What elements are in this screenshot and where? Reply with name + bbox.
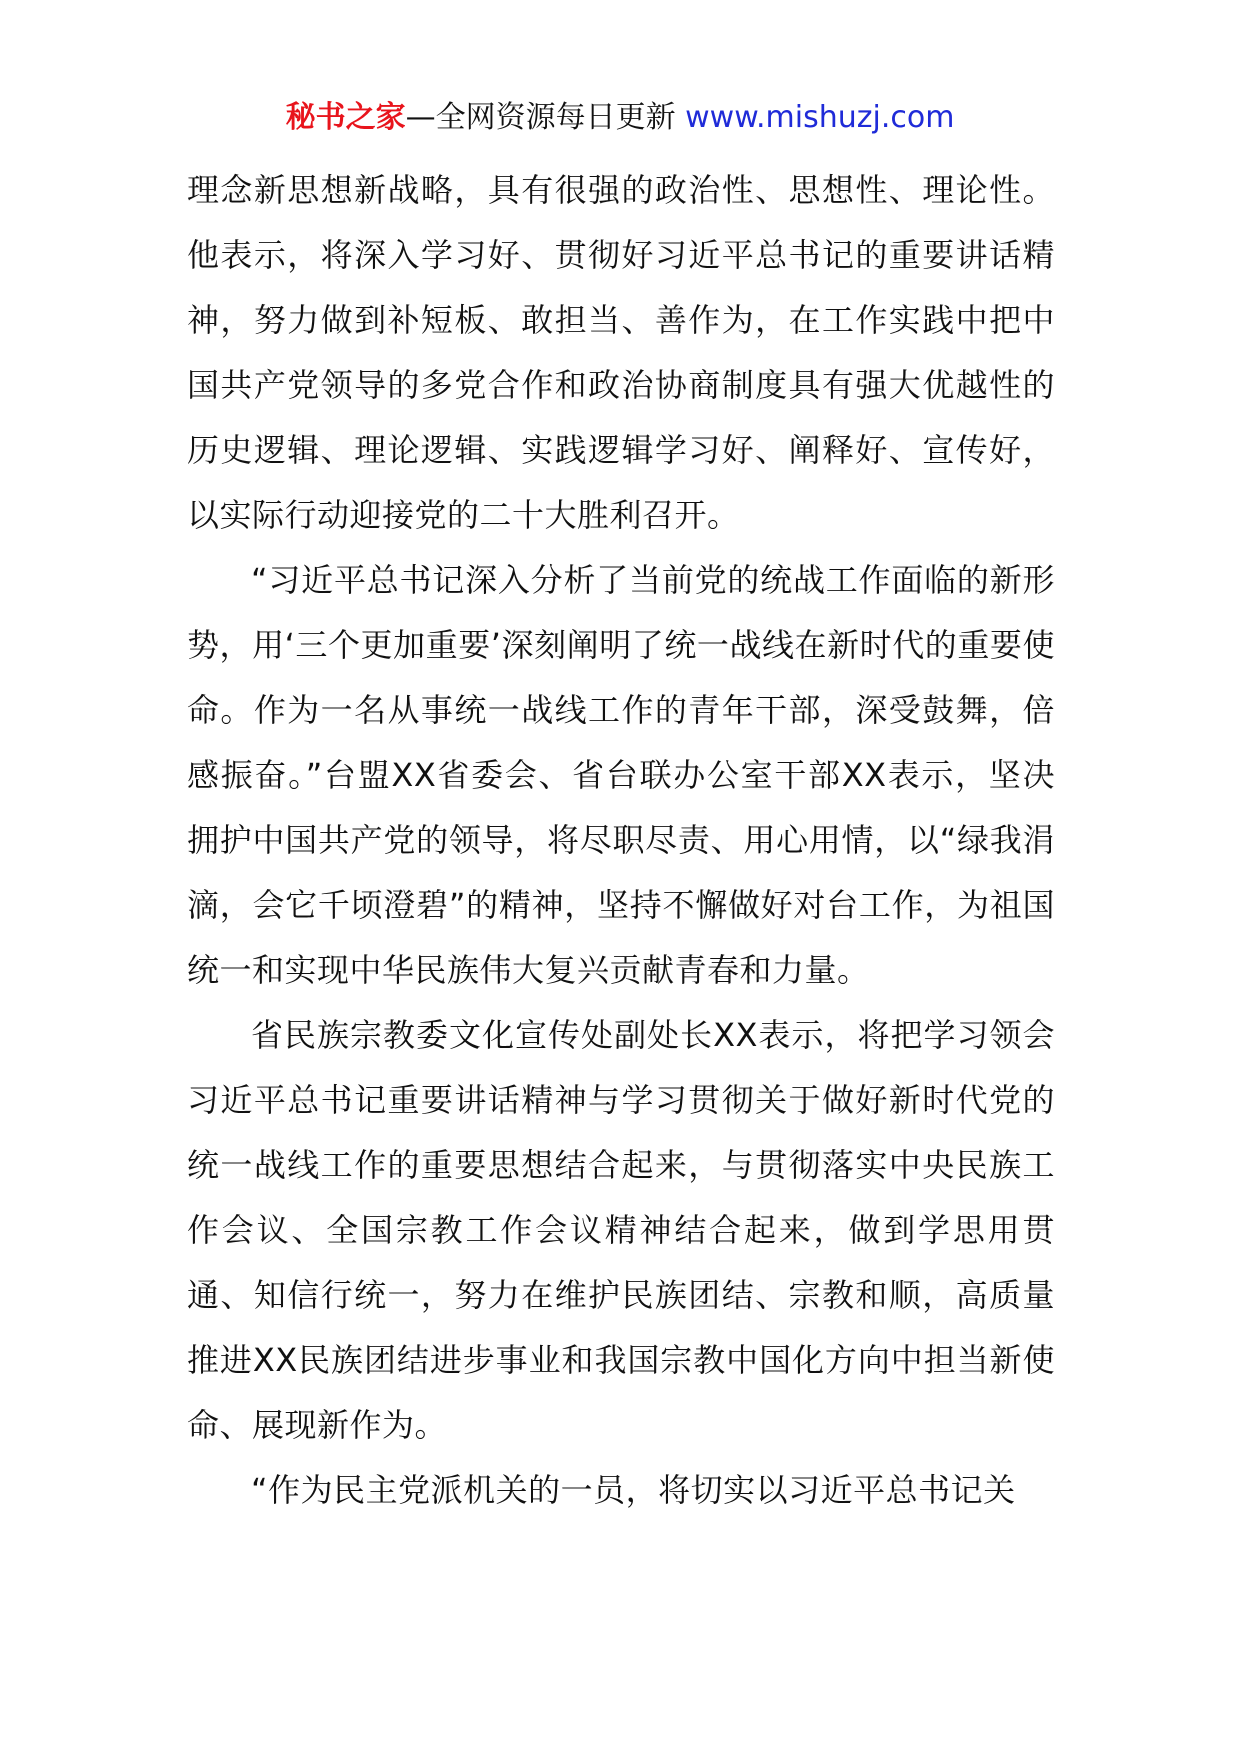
brand-name: 秘书之家 — [285, 100, 406, 135]
page-header — [0, 98, 1240, 138]
site-url-link[interactable]: www.mishuzj.com — [685, 100, 955, 135]
paragraph-4: “作为民主党派机关的一员，将切实以习近平总书记关 — [251, 1471, 1016, 1509]
paragraph-1: 理念新思想新战略，具有很强的政治性、思想性、理论性。他表示，将深入学习好、贯彻好习近平总书记的重要讲话精神，努力做到补短板、敢担当、善作为，在工作实践中把中国共产党领导的多党合作和政治协商制度具有强大优越性的历史逻辑、理论逻辑、实践逻辑学习好、阐释好、宣传好，以实际行动迎接党的二十大胜利召开。 — [187, 171, 1055, 534]
document-body — [187, 158, 1055, 1523]
paragraph-2: “习近平总书记深入分析了当前党的统战工作面临的新形势，用‘三个更加重要’深刻阐明了统一战线在新时代的重要使命。作为一名从事统一战线工作的青年干部，深受鼓舞，倍感振奋。”台盟XX省委会、省台联办公室干部XX表示，坚决拥护中国共产党的领导，将尽职尽责、用心用情，以“绿我涓滴，会它千顷澄碧”的精神，坚持不懈做好对台工作，为祖国统一和实现中华民族伟大复兴贡献青春和力量。 — [187, 561, 1055, 989]
header-slogan: —全网资源每日更新 — [405, 100, 686, 135]
paragraph-3: 省民族宗教委文化宣传处副处长XX表示，将把学习领会习近平总书记重要讲话精神与学习贯彻关于做好新时代党的统一战线工作的重要思想结合起来，与贯彻落实中央民族工作会议、全国宗教工作会议精神结合起来，做到学思用贯通、知信行统一，努力在维护民族团结、宗教和顺，高质量推进XX民族团结进步事业和我国宗教中国化方向中担当新使命、展现新作为。 — [187, 1016, 1055, 1444]
